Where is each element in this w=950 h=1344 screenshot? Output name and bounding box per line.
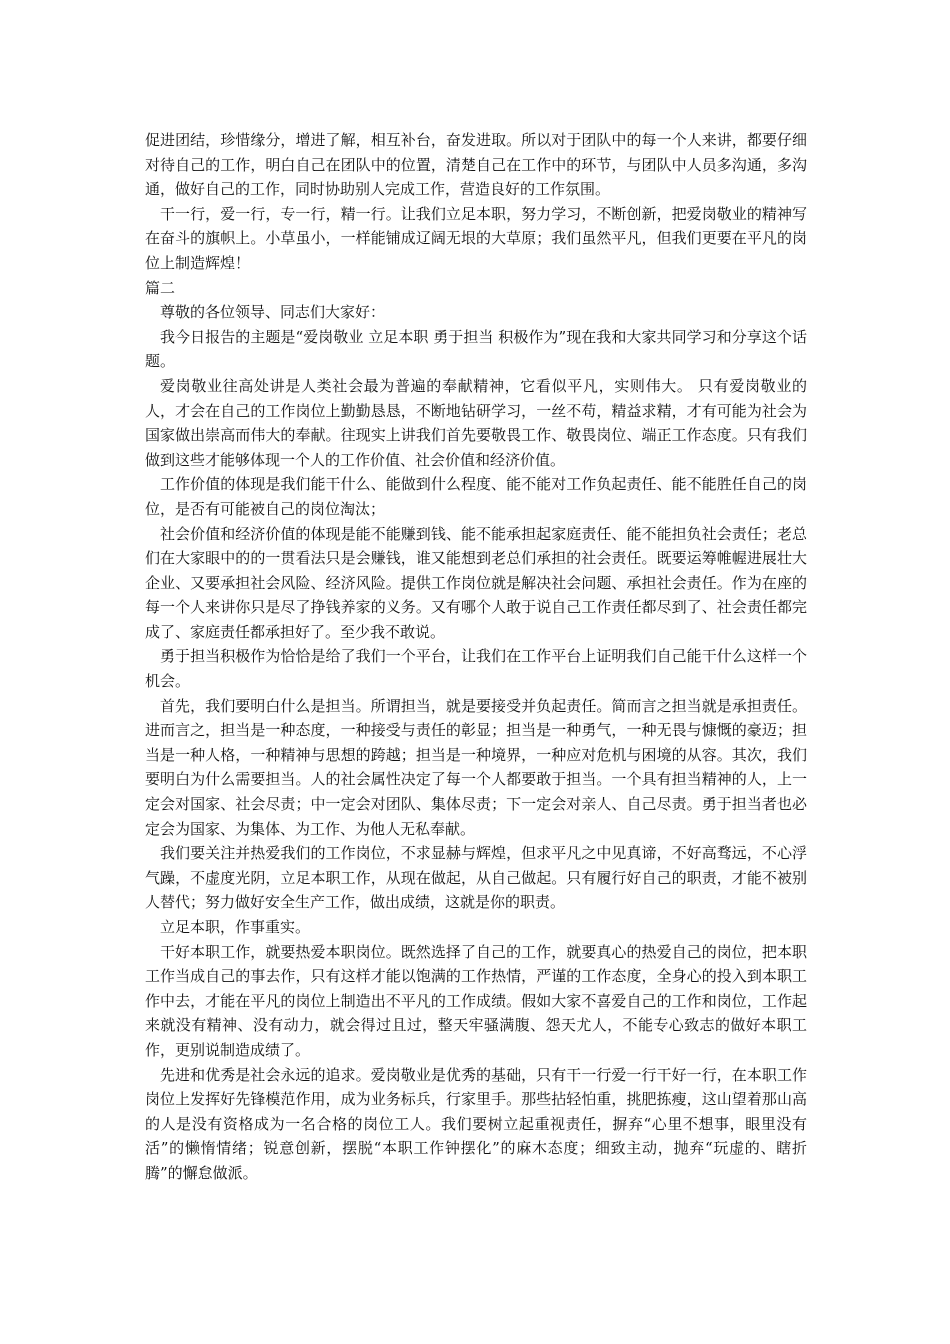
paragraph-13: 干好本职工作，就要热爱本职岗位。既然选择了自己的工作，就要真心的热爱自己的岗位，把本职工作当成自己的事去作，只有这样才能以饱满的工作热情，严谨的工作态度，全身心的投入到本职工作中去，才能在平凡的岗位上制造出不平凡的工作成绩。假如大家不喜爱自己的工作和岗位，工作起来就没有精神、没有动力，就会得过且过，整天牢骚满腹、怨天尤人，不能专心致志的做好本职工作，更别说制造成绩了。	[145, 942, 807, 1059]
paragraph-8: 社会价值和经济价值的体现是能不能赚到钱、能不能承担起家庭责任、能不能担负社会责任；老总们在大家眼中的的一贯看法只是会赚钱，谁又能想到老总们承担的社会责任。既要运筹帷幄进展壮大企业、又要承担社会风险、经济风险。提供工作岗位就是解决社会问题、承担社会责任。作为在座的每一个人来讲你只是尽了挣钱养家的义务。又有哪个人敢于说自己工作责任都尽到了、社会责任都完成了、家庭责任都承担好了。至少我不敢说。	[145, 524, 807, 641]
paragraph-11: 我们要关注并热爱我们的工作岗位，不求显赫与辉煌，但求平凡之中见真谛，不好高骛远，不心浮气躁，不虚度光阴，立足本职工作，从现在做起，从自己做起。只有履行好自己的职责，才能不被别人替代；努力做好安全生产工作，做出成绩，这就是你的职责。	[145, 844, 807, 912]
paragraph-5: 我今日报告的主题是“爱岗敬业 立足本职 勇于担当 积极作为”现在我和大家共同学习和分享这个话题。	[145, 327, 807, 371]
paragraph-10: 首先，我们要明白什么是担当。所谓担当，就是要接受并负起责任。简而言之担当就是承担责任。进而言之，担当是一种态度，一种接受与责任的彰显；担当是一种勇气，一种无畏与慷慨的豪迈；担当是一种人格，一种精神与思想的跨越；担当是一种境界，一种应对危机与困境的从容。其次，我们要明白为什么需要担当。人的社会属性决定了每一个人都要敢于担当。一个具有担当精神的人，上一定会对国家、社会尽责；中一定会对团队、集体尽责；下一定会对亲人、自己尽责。勇于担当者也必定会为国家、为集体、为工作、为他人无私奉献。	[145, 696, 807, 838]
document-body	[145, 128, 807, 1186]
paragraph-9: 勇于担当积极作为恰恰是给了我们一个平台，让我们在工作平台上证明我们自己能干什么这样一个机会。	[145, 647, 807, 691]
paragraph-6: 爱岗敬业往高处讲是人类社会最为普遍的奉献精神，它看似平凡，实则伟大。 只有爱岗敬业的人，才会在自己的工作岗位上勤勤恳恳，不断地钻研学习，一丝不苟，精益求精，才有可能为社会为国家做出崇高而伟大的奉献。往现实上讲我们首先要敬畏工作、敬畏岗位、端正工作态度。只有我们做到这些才能够体现一个人的工作价值、社会价值和经济价值。	[145, 376, 807, 469]
paragraph-14: 先进和优秀是社会永远的追求。爱岗敬业是优秀的基础，只有干一行爱一行干好一行，在本职工作岗位上发挥好先锋模范作用，成为业务标兵，行家里手。那些拈轻怕重，挑肥拣瘦，这山望着那山高的人是没有资格成为一名合格的岗位工人。我们要树立起重视责任，摒弃“心里不想事，眼里没有活”的懒惰情绪；锐意创新，摆脱“本职工作钟摆化”的麻木态度；细致主动，抛弃“玩虚的、瞎折腾”的懈怠做派。	[145, 1065, 807, 1182]
paragraph-12: 立足本职，作事重实。	[160, 918, 311, 936]
paragraph-7: 工作价值的体现是我们能干什么、能做到什么程度、能不能对工作负起责任、能不能胜任自己的岗位，是否有可能被自己的岗位淘汰；	[145, 475, 807, 518]
paragraph-2: 干一行，爱一行，专一行，精一行。让我们立足本职，努力学习，不断创新，把爱岗敬业的精神写在奋斗的旗帜上。小草虽小，一样能铺成辽阔无垠的大草原；我们虽然平凡，但我们更要在平凡的岗位上制造辉煌！	[145, 204, 807, 272]
section-heading: 篇二	[145, 278, 176, 297]
salutation: 尊敬的各位领导、同志们大家好：	[160, 303, 386, 322]
paragraph-1: 促进团结，珍惜缘分，增进了解，相互补台，奋发进取。所以对于团队中的每一个人来讲，都要仔细对待自己的工作，明白自己在团队中的位置，清楚自己在工作中的环节，与团队中人员多沟通，多沟通，做好自己的工作，同时协助别人完成工作，营造良好的工作氛围。	[145, 131, 807, 199]
